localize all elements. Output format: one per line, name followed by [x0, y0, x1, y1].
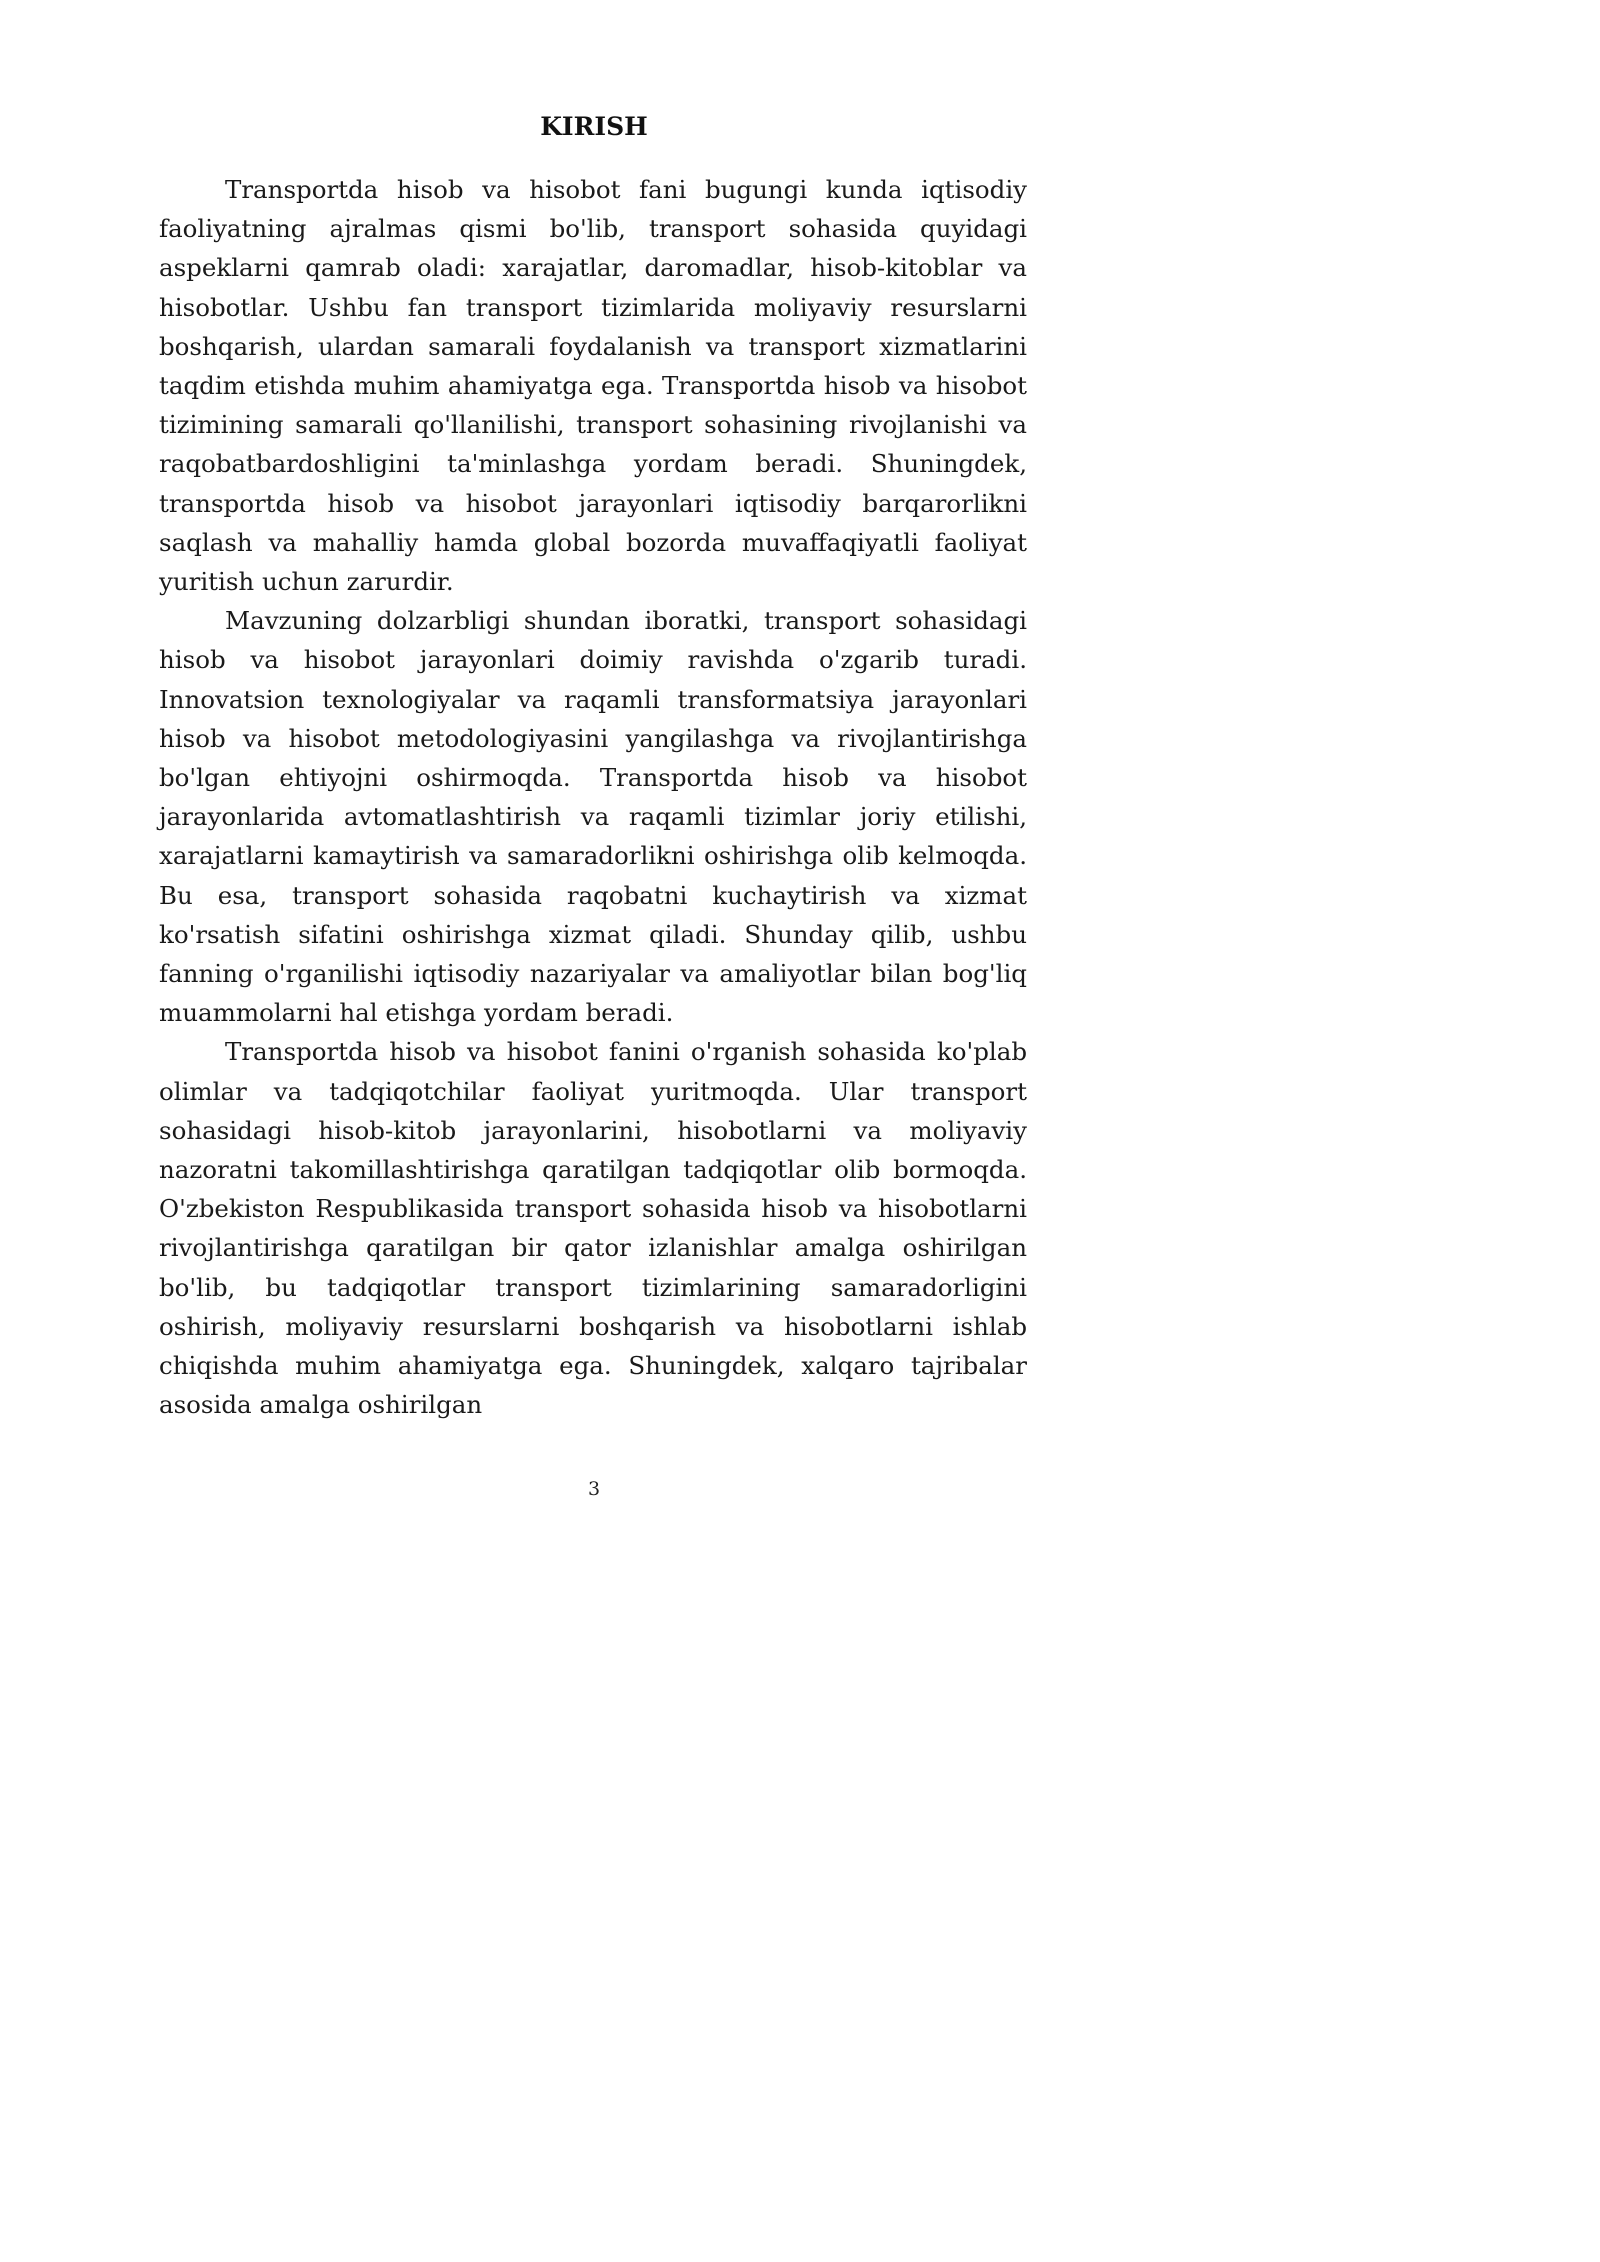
- document-page: [0, 0, 1100, 1555]
- body-text: [159, 170, 1027, 1425]
- paragraph-intro: Transportda hisob va hisobot fani bugungi kunda iqtisodiy faoliyatning ajralmas qismi bo'lib, transport sohasida quyidagi aspeklarni qamrab oladi: xarajatlar, daromadlar, hisob-kitoblar va hisobotlar. Ushbu fan transport tizimlarida moliyaviy resurslarni boshqarish, ulardan samarali foydalanish va transport xizmatlarini taqdim etishda muhim ahamiyatga ega. Transportda hisob va hisobot tizimining samarali qo'llanilishi, transport sohasining rivojlanishi va raqobatbardoshligini ta'minlashga yordam beradi. Shuningdek, transportda hisob va hisobot jarayonlari iqtisodiy barqarorlikni saqlash va mahalliy hamda global bozorda muvaffaqiyatli faoliyat yuritish uchun zarurdir.: [159, 175, 1027, 597]
- page-number: 3: [587, 1478, 601, 1500]
- paragraph-relevance: Mavzuning dolzarbligi shundan iboratki, transport sohasidagi hisob va hisobot jarayonlari doimiy ravishda o'zgarib turadi. Innovatsion texnologiyalar va raqamli transformatsiya jarayonlari hisob va hisobot metodologiyasini yangilashga va rivojlantirishga bo'lgan ehtiyojni oshirmoqda. Transportda hisob va hisobot jarayonlarida avtomatlashtirish va raqamli tizimlar joriy etilishi, xarajatlarni kamaytirish va samaradorlikni oshirishga olib kelmoqda. Bu esa, transport sohasida raqobatni kuchaytirish va xizmat ko'rsatish sifatini oshirishga xizmat qiladi. Shunday qilib, ushbu fanning o'rganilishi iqtisodiy nazariyalar va amaliyotlar bilan bog'liq muammolarni hal etishga yordam beradi.: [159, 606, 1027, 1028]
- paragraph-research: Transportda hisob va hisobot fanini o'rganish sohasida ko'plab olimlar va tadqiqotchilar faoliyat yuritmoqda. Ular transport sohasidagi hisob-kitob jarayonlarini, hisobotlarni va moliyaviy nazoratni takomillashtirishga qaratilgan tadqiqotlar olib bormoqda. O'zbekiston Respublikasida transport sohasida hisob va hisobotlarni rivojlantirishga qaratilgan bir qator izlanishlar amalga oshirilgan bo'lib, bu tadqiqotlar transport tizimlarining samaradorligini oshirish, moliyaviy resurslarni boshqarish va hisobotlarni ishlab chiqishda muhim ahamiyatga ega. Shuningdek, xalqaro tajribalar asosida amalga oshirilgan: [159, 1037, 1027, 1420]
- page-title: KIRISH: [540, 112, 648, 141]
